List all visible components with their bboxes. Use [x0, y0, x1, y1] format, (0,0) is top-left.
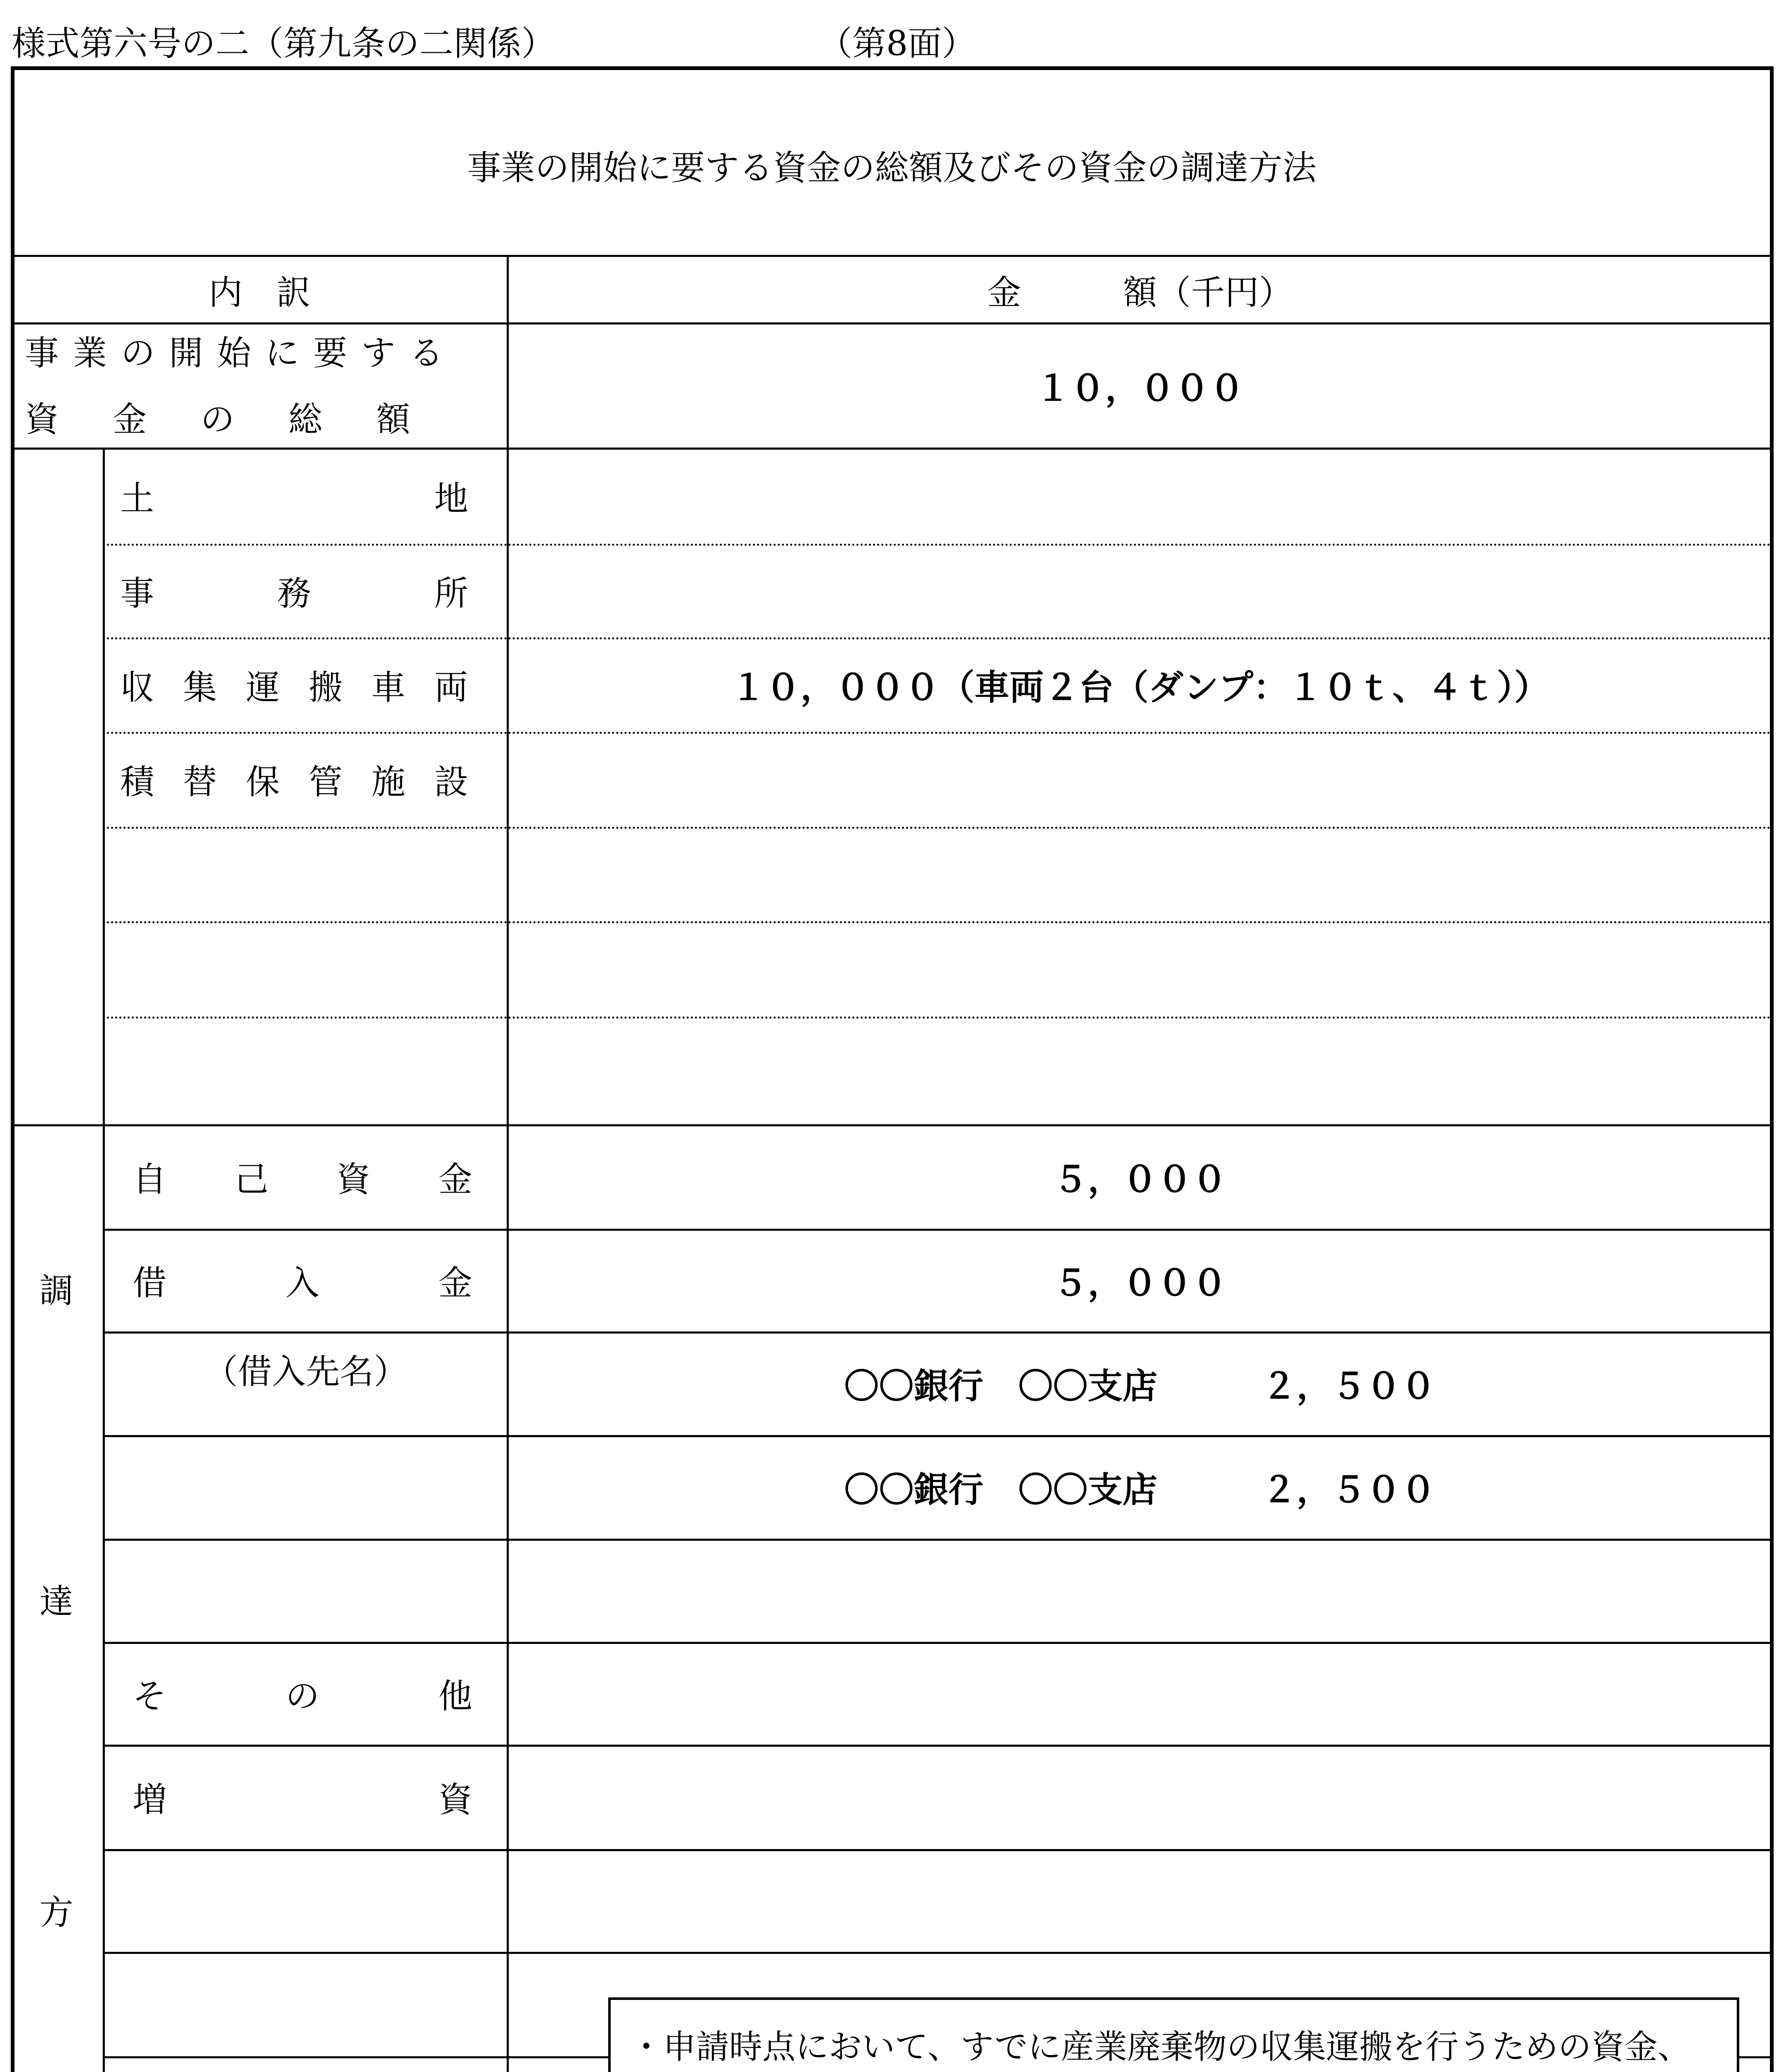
breakdown-row-label [120, 1017, 468, 1124]
breakdown-row-value [509, 448, 1771, 544]
page-number: （第8面） [818, 24, 976, 63]
breakdown-row-value: １０，０００（車両２台（ダンプ：１０ｔ、４ｔ）） [731, 667, 1549, 708]
form-number: 様式第六号の二（第九条の二関係） [12, 24, 556, 63]
total-label-line2: 資金の総額 [25, 399, 464, 439]
breakdown-row-label [120, 827, 468, 921]
divider-header [12, 322, 1771, 324]
subcolumn-divider [103, 448, 105, 2072]
form-title: 事業の開始に要する資金の総額及びその資金の調達方法 [467, 148, 1317, 188]
column-header-breakdown: 内 訳 [208, 273, 311, 312]
breakdown-row-label: 収 集 運 搬 車 両 [120, 668, 468, 707]
funding-row-label: そ の 他 [133, 1676, 472, 1716]
breakdown-row-value [509, 732, 1771, 827]
column-header-amount: 金 額（千円） [987, 273, 1293, 312]
funding-side-label-char: 達 [39, 1582, 74, 1622]
breakdown-row-value [509, 544, 1771, 637]
funding-row-label [133, 1435, 472, 1539]
breakdown-row-value [509, 1017, 1771, 1124]
total-value: １０，０００ [1035, 368, 1245, 409]
breakdown-row-value [509, 827, 1771, 921]
funding-row-value [509, 1539, 1771, 1642]
funding-row-value [509, 1642, 1771, 1745]
funding-row-value: 〇〇銀行 〇〇支店 ２，５００ [844, 1469, 1436, 1510]
funding-row-value: ５，０００ [1053, 1262, 1227, 1303]
funding-row-value: ５，０００ [1053, 1159, 1227, 1200]
funding-row-value [509, 1849, 1771, 1952]
funding-row-label [133, 1952, 472, 2056]
funding-row-label: 自 己 資 金 [133, 1159, 472, 1199]
callout-line1: ・申請時点において、すでに産業廃棄物の収集運搬を行うための資金、 [630, 2028, 1691, 2066]
funding-row-label: （借入先名） [203, 1352, 408, 1392]
funding-row-value: 〇〇銀行 〇〇支店 ２，５００ [844, 1365, 1436, 1406]
total-label-line1: 事業の開始に要する [25, 333, 458, 373]
funding-row-label: 増 資 [133, 1780, 472, 1820]
funding-row-label [133, 2056, 472, 2072]
breakdown-row-value [509, 921, 1771, 1017]
funding-side-label-char: 方 [39, 1893, 74, 1932]
breakdown-row-label: 土 地 [120, 479, 468, 518]
breakdown-row-label: 積 替 保 管 施 設 [120, 762, 468, 802]
funding-row-label [133, 1539, 472, 1642]
breakdown-row-label: 事 務 所 [120, 574, 468, 613]
breakdown-row-label [120, 921, 468, 1017]
funding-row-label: 借 入 金 [133, 1263, 472, 1303]
funding-side-label-char: 調 [39, 1271, 74, 1311]
funding-row-label [133, 1849, 472, 1952]
funding-row-value [509, 1745, 1771, 1849]
